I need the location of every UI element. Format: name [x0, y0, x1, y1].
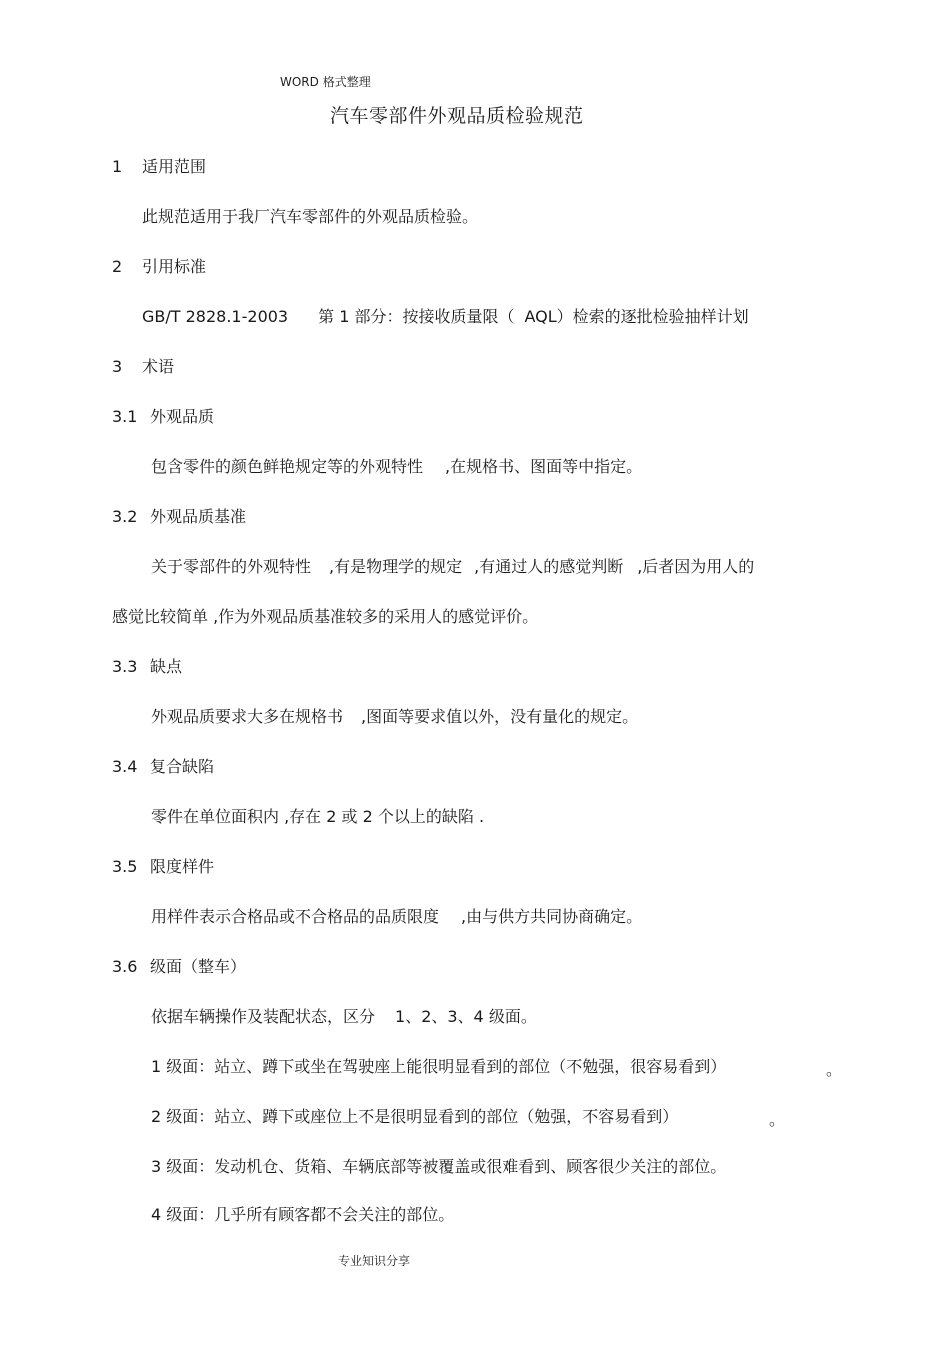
section-3-1-body — [151, 457, 642, 477]
body-text: ,图面等要求值以外，没有量化的规定。 — [361, 707, 639, 726]
section-title: 级面（整车） — [150, 957, 247, 976]
section-2-heading — [112, 257, 206, 277]
standard-rest: ）检索的逐批检验抽样计划 — [556, 307, 749, 326]
body-text: ,由与供方共同协商确定。 — [461, 907, 643, 926]
section-3-3-heading — [112, 657, 182, 677]
level-1-period: 。 — [826, 1060, 843, 1079]
level-3-description: 3 级面：发动机仓、货箱、车辆底部等被覆盖或很难看到、顾客很少关注的部位。 — [151, 1157, 727, 1176]
section-3-6-heading — [112, 957, 246, 977]
header-note: WORD 格式整理 — [280, 75, 371, 89]
body-text: 外观品质要求大多在规格书 — [151, 707, 344, 726]
body-text: 包含零件的颜色鲜艳规定等的外观特性 — [151, 457, 424, 476]
section-title: 适用范围 — [142, 157, 207, 176]
section-number: 3.4 — [112, 757, 138, 776]
body-text: 1、2、3、4 级面。 — [395, 1007, 537, 1026]
section-3-6-intro — [151, 1007, 537, 1027]
section-number: 1 — [112, 157, 123, 176]
section-3-3-body — [151, 707, 638, 727]
body-text: ,后者因为用人的 — [637, 557, 755, 576]
section-3-2-para-2: 感觉比较简单 ,作为外观品质基准较多的采用人的感觉评价。 — [112, 607, 539, 626]
section-number: 3.5 — [112, 857, 138, 876]
body-text: 用样件表示合格品或不合格品的品质限度 — [151, 907, 440, 926]
section-title: 术语 — [142, 357, 175, 376]
section-3-5-body — [151, 907, 642, 927]
section-3-1-heading — [112, 407, 214, 427]
section-3-heading — [112, 357, 174, 377]
section-1-heading — [112, 157, 206, 177]
body-text: 关于零部件的外观特性 — [151, 557, 312, 576]
section-number: 3 — [112, 357, 123, 376]
body-text: ,有通过人的感觉判断 — [474, 557, 624, 576]
section-title: 复合缺陷 — [150, 757, 215, 776]
level-2-period: 。 — [769, 1110, 786, 1129]
section-number: 3.2 — [112, 507, 138, 526]
level-2-description: 2 级面：站立、蹲下或座位上不是很明显看到的部位（勉强，不容易看到） — [151, 1107, 679, 1126]
section-number: 3.6 — [112, 957, 138, 976]
section-number: 2 — [112, 257, 123, 276]
section-1-body: 此规范适用于我厂汽车零部件的外观品质检验。 — [142, 207, 479, 226]
section-3-5-heading — [112, 857, 214, 877]
section-title: 引用标准 — [142, 257, 207, 276]
standard-code: GB/T 2828.1-2003 — [142, 307, 289, 326]
level-4-description: 4 级面：几乎所有顾客都不会关注的部位。 — [151, 1205, 455, 1224]
body-text: ,在规格书、图面等中指定。 — [445, 457, 643, 476]
standard-part: 第 1 部分：按接收质量限（ — [318, 307, 515, 326]
body-text: ,有是物理学的规定 — [329, 557, 463, 576]
section-title: 外观品质基准 — [150, 507, 247, 526]
standard-reference — [142, 307, 749, 327]
document-title: 汽车零部件外观品质检验规范 — [330, 105, 584, 127]
footer-note: 专业知识分享 — [338, 1254, 411, 1268]
standard-aql: AQL — [524, 307, 557, 326]
section-3-4-body: 零件在单位面积内 ,存在 2 或 2 个以上的缺陷 . — [151, 807, 485, 826]
section-title: 外观品质 — [150, 407, 215, 426]
level-1-description: 1 级面：站立、蹲下或坐在驾驶座上能很明显看到的部位（不勉强，很容易看到） — [151, 1057, 727, 1076]
section-3-2-para-1 — [151, 557, 754, 577]
section-title: 缺点 — [150, 657, 183, 676]
section-3-2-heading — [112, 507, 246, 527]
section-title: 限度样件 — [150, 857, 215, 876]
section-3-4-heading — [112, 757, 214, 777]
section-number: 3.1 — [112, 407, 138, 426]
body-text: 依据车辆操作及装配状态，区分 — [151, 1007, 376, 1026]
section-number: 3.3 — [112, 657, 138, 676]
